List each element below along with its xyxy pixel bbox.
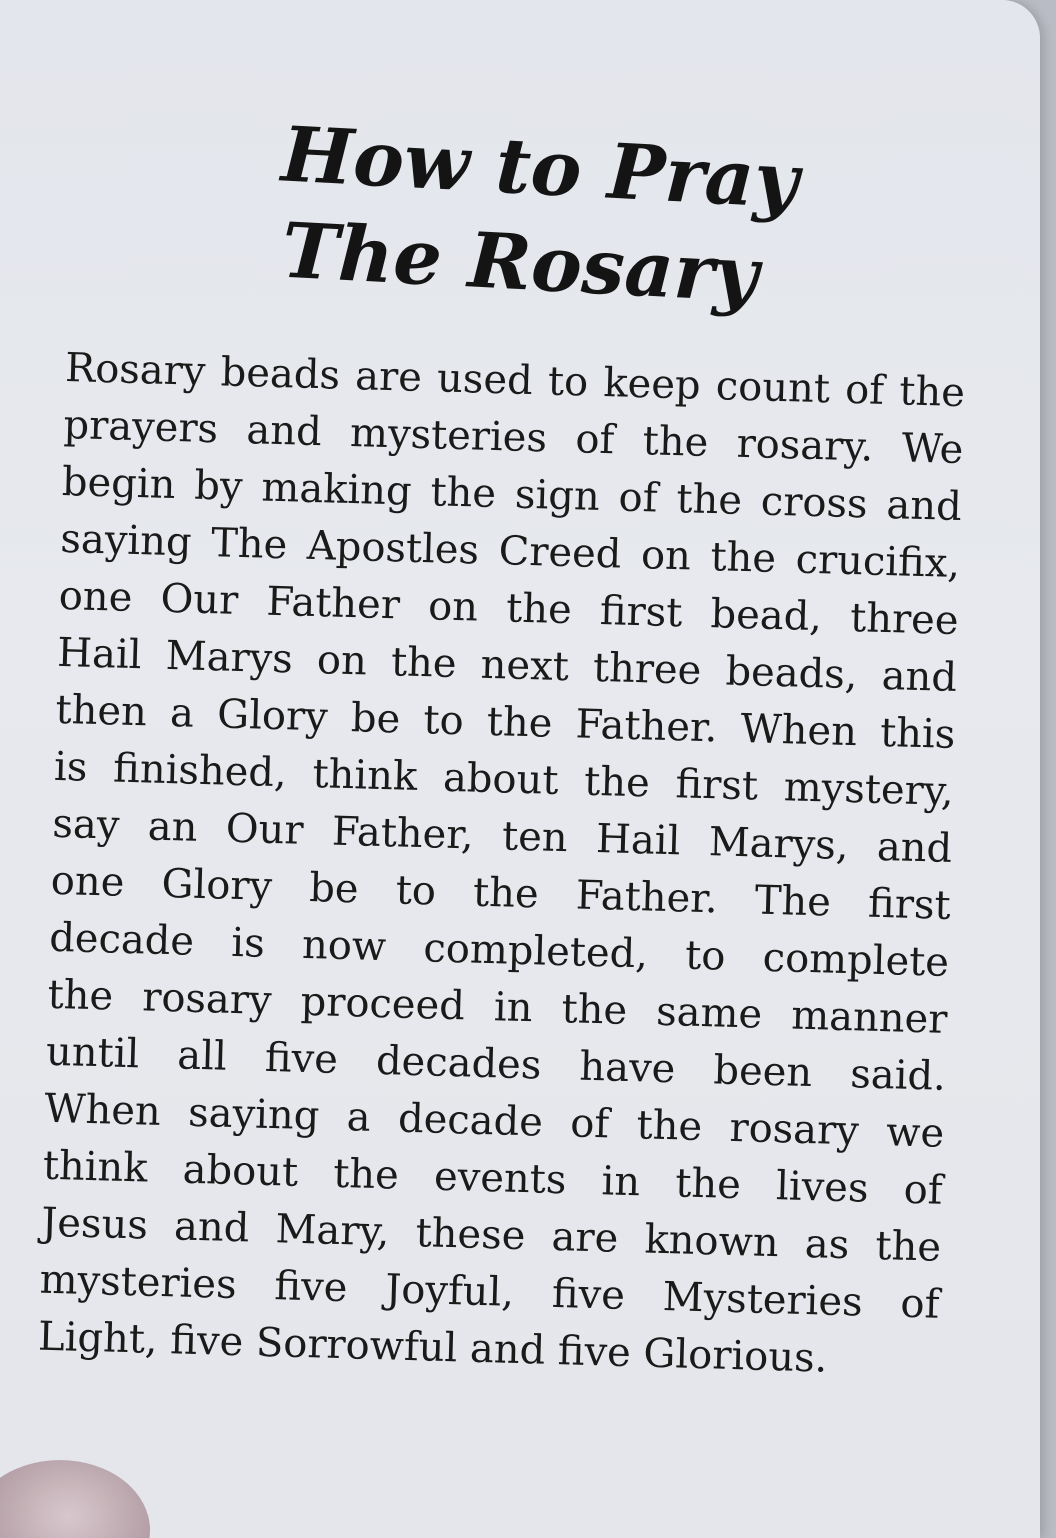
text-line: Rosary beads are used to keep count of the: [64, 344, 966, 417]
text-line: When saying a decade of the rosary we: [43, 1085, 945, 1157]
text-line: until all five decades have been said.: [45, 1028, 947, 1100]
title-line-2: The Rosary: [279, 205, 761, 320]
text-line: Hail Marys on the next three beads, and: [56, 629, 958, 701]
text-line: think about the events in the lives of: [42, 1142, 944, 1214]
text-line: one Glory be to the Father. The first: [50, 857, 952, 929]
fingertip-photo-artifact: [0, 1460, 150, 1538]
instructions-text: [37, 340, 965, 1391]
text-line: is finished, think about the first mystery,: [53, 743, 955, 815]
text-line: mysteries five Joyful, five Mysteries of: [39, 1256, 941, 1328]
text-line: one Our Father on the first bead, three: [58, 572, 960, 645]
text-line: Jesus and Mary, these are known as the: [40, 1199, 942, 1271]
text-line: Light, five Sorrowful and five Glorious.: [37, 1313, 828, 1382]
text-line: prayers and mysteries of the rosary. We: [62, 401, 964, 474]
text-line: the rosary proceed in the same manner: [47, 971, 949, 1043]
text-line: say an Our Father, ten Hail Marys, and: [51, 800, 953, 872]
text-line: decade is now completed, to complete: [48, 914, 950, 986]
text-line: begin by making the sign of the cross and: [61, 458, 963, 531]
text-line: saying The Apostles Creed on the crucifix,: [59, 515, 961, 588]
title-line-1: How to Pray: [279, 109, 801, 226]
text-line: then a Glory be to the Father. When this: [55, 686, 956, 758]
